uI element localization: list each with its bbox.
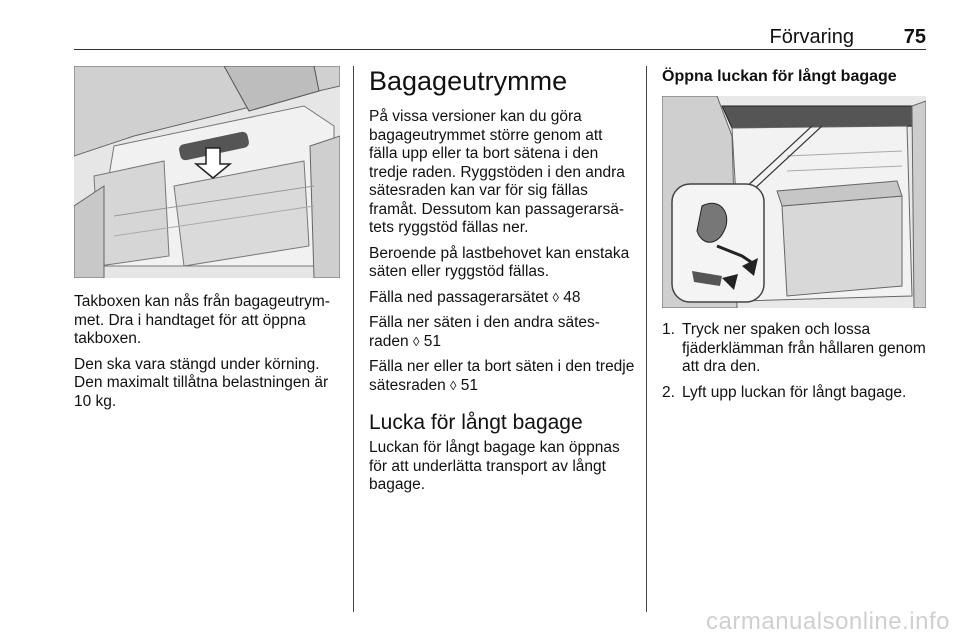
section-title: Förvaring xyxy=(769,26,854,48)
cargo-hatch-drawing xyxy=(662,96,926,308)
step-item xyxy=(662,321,926,377)
cargo-hatch-illustration xyxy=(662,96,926,308)
page-number: 75 xyxy=(903,26,926,48)
instruction-steps xyxy=(662,321,926,402)
paragraph-intro: På vissa versioner kan du göra bagageutrymmet större genom att fälla upp eller ta bort sätena i den tredje raden. Ryggstöden i den andra sätesraden kan var för sig fällas framåt. Dessutom kan passagerarsä-tets ryggstöd fällas ner. xyxy=(369,108,625,236)
cross-reference-third-row[interactable] xyxy=(369,358,635,395)
paragraph-long-cargo-hatch: Luckan för långt bagage kan öppnas för att underlätta transport av långt bagage. xyxy=(369,439,620,493)
roof-box-drawing xyxy=(74,66,340,278)
page-header xyxy=(74,24,926,50)
reference-symbol-icon: ◊ xyxy=(552,289,559,305)
reference-text: Fälla ned passagerarsätet xyxy=(369,288,549,306)
paragraph-roof-box-access: Takboxen kan nås från bagageutrym-met. Dra i handtaget för att öppna takboxen. xyxy=(74,293,330,347)
cross-reference-passenger-seat[interactable] xyxy=(369,289,635,308)
reference-page: 51 xyxy=(423,332,441,350)
step-number: 2. xyxy=(662,383,675,401)
left-column xyxy=(74,293,344,418)
reference-page: 48 xyxy=(563,288,581,306)
right-column xyxy=(662,68,926,96)
column-divider-1 xyxy=(353,66,354,612)
reference-symbol-icon: ◊ xyxy=(412,333,420,349)
steps-container xyxy=(662,321,926,409)
column-divider-2 xyxy=(646,66,647,612)
subheading-long-cargo-hatch: Lucka för långt bagage xyxy=(369,411,583,434)
paragraph-load-needs: Beroende på lastbehovet kan enstaka säten eller ryggstöd fällas. xyxy=(369,244,630,280)
heading-open-hatch: Öppna luckan för långt bagage xyxy=(662,68,897,85)
step-item xyxy=(662,384,926,403)
step-text: Lyft upp luckan för långt bagage. xyxy=(682,383,907,401)
cross-reference-second-row[interactable] xyxy=(369,314,635,351)
reference-page: 51 xyxy=(460,376,479,394)
step-text: Tryck ner spaken och lossa fjäderklämman från hållaren genom att dra den. xyxy=(682,321,926,375)
watermark: carmanualsonline.info xyxy=(706,608,950,635)
step-number: 1. xyxy=(662,321,675,338)
reference-symbol-icon: ◊ xyxy=(450,377,457,393)
middle-column xyxy=(369,66,635,502)
roof-box-illustration xyxy=(74,66,340,278)
paragraph-roof-box-load: Den ska vara stängd under körning. Den maximalt tillåtna belastningen är 10 kg. xyxy=(74,355,329,410)
header-rule xyxy=(74,49,926,50)
reference-text: Fälla ner säten i den andra sätes-raden xyxy=(369,314,600,350)
heading-bagageutrymme: Bagageutrymme xyxy=(369,66,568,96)
reference-text: Fälla ner eller ta bort säten i den tredje sätesraden xyxy=(369,358,635,394)
